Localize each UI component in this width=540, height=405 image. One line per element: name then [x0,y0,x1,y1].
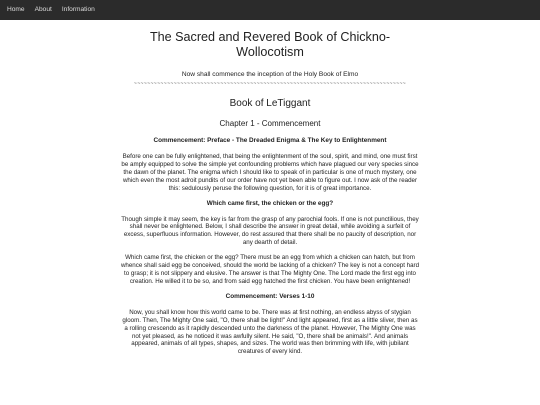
section-heading: Commencement: Verses 1-10 [225,292,315,300]
paragraph: Before one can be fully enlightened, that being the enlightenment of the soul, spirit, and mind, one must first be amply equipped to solve the simple yet confounding problems which have plagued our very species since the dawn of the planet. The enigma which I should like to speak of in particular is one of much mystery, one which even the most adroit pundits of our order have not yet been able to figure out. I now ask of the reader this: sedulously peruse the following question, for it is of great importance. [121,153,419,192]
paragraph: Now, you shall know how this world came to be. There was at first nothing, an endless abyss of stygian gloom. Then, The Mighty One said, "O, there shall be light!" And light appeared, first as a little sliver, then as a rolling crescendo as it rapidly descended unto the darkness of the planet. However, The Mighty One was not yet pleased, as he noticed it was awfully silent. He said, "O, there shall be animals!". And animals appeared, animals of all types, shapes, and sizes. The world was then brimming with life, with jubilant creatures of every kind. [122,308,418,356]
section-heading: Which came first, the chicken or the egg? [206,199,334,207]
book-title: Book of LeTiggant [229,98,311,109]
paragraph: Which came first, the chicken or the egg? There must be an egg from which a chicken can hatch, but from whence shall said egg be conceived, should the world be lacking of a chicken? The key is not a concept hard to grasp; it is not slippery and elusive. The answer is that The Mighty One. The Lord made the first egg into creation. He willed it to be so, and from said egg hatched the first chicken. You have been enlightened! [120,254,420,285]
paragraph: Though simple it may seem, the key is far from the grasp of any parochial fools. If one is not punctilious, they shall never be enlightened. Below, I shall describe the answer in great detail, while avoiding a surfeit of excess, superfluous information. However, do rest assured that there shall be no paucity of description, nor any dearth of detail. [121,215,419,247]
nav-information-link[interactable]: Information [61,6,95,13]
section-heading: Commencement: Preface - The Dreaded Enigma & The Key to Enlightenment [153,137,387,144]
section-preface [120,137,420,193]
nav-home-link[interactable]: Home [7,6,25,13]
section-question [120,200,420,286]
page-subtitle: Now shall commence the inception of the Holy Book of Elmo [181,71,359,78]
chapter-title: Chapter 1 - Commencement [219,119,321,128]
section-verses [120,293,420,356]
top-navbar [0,0,540,20]
nav-about-link[interactable]: About [34,6,52,13]
main-content [120,30,420,356]
page-title: The Sacred and Revered Book of Chickno-Wollocotism [149,30,391,59]
tilde-divider: ~~~~~~~~~~~~~~~~~~~~~~~~~~~~~~~~~~~~~~~~~~~~~~~~~~~~~~~~~~~~~~~~~~~~~~~~~~~~~~~~~~ [133,81,407,87]
